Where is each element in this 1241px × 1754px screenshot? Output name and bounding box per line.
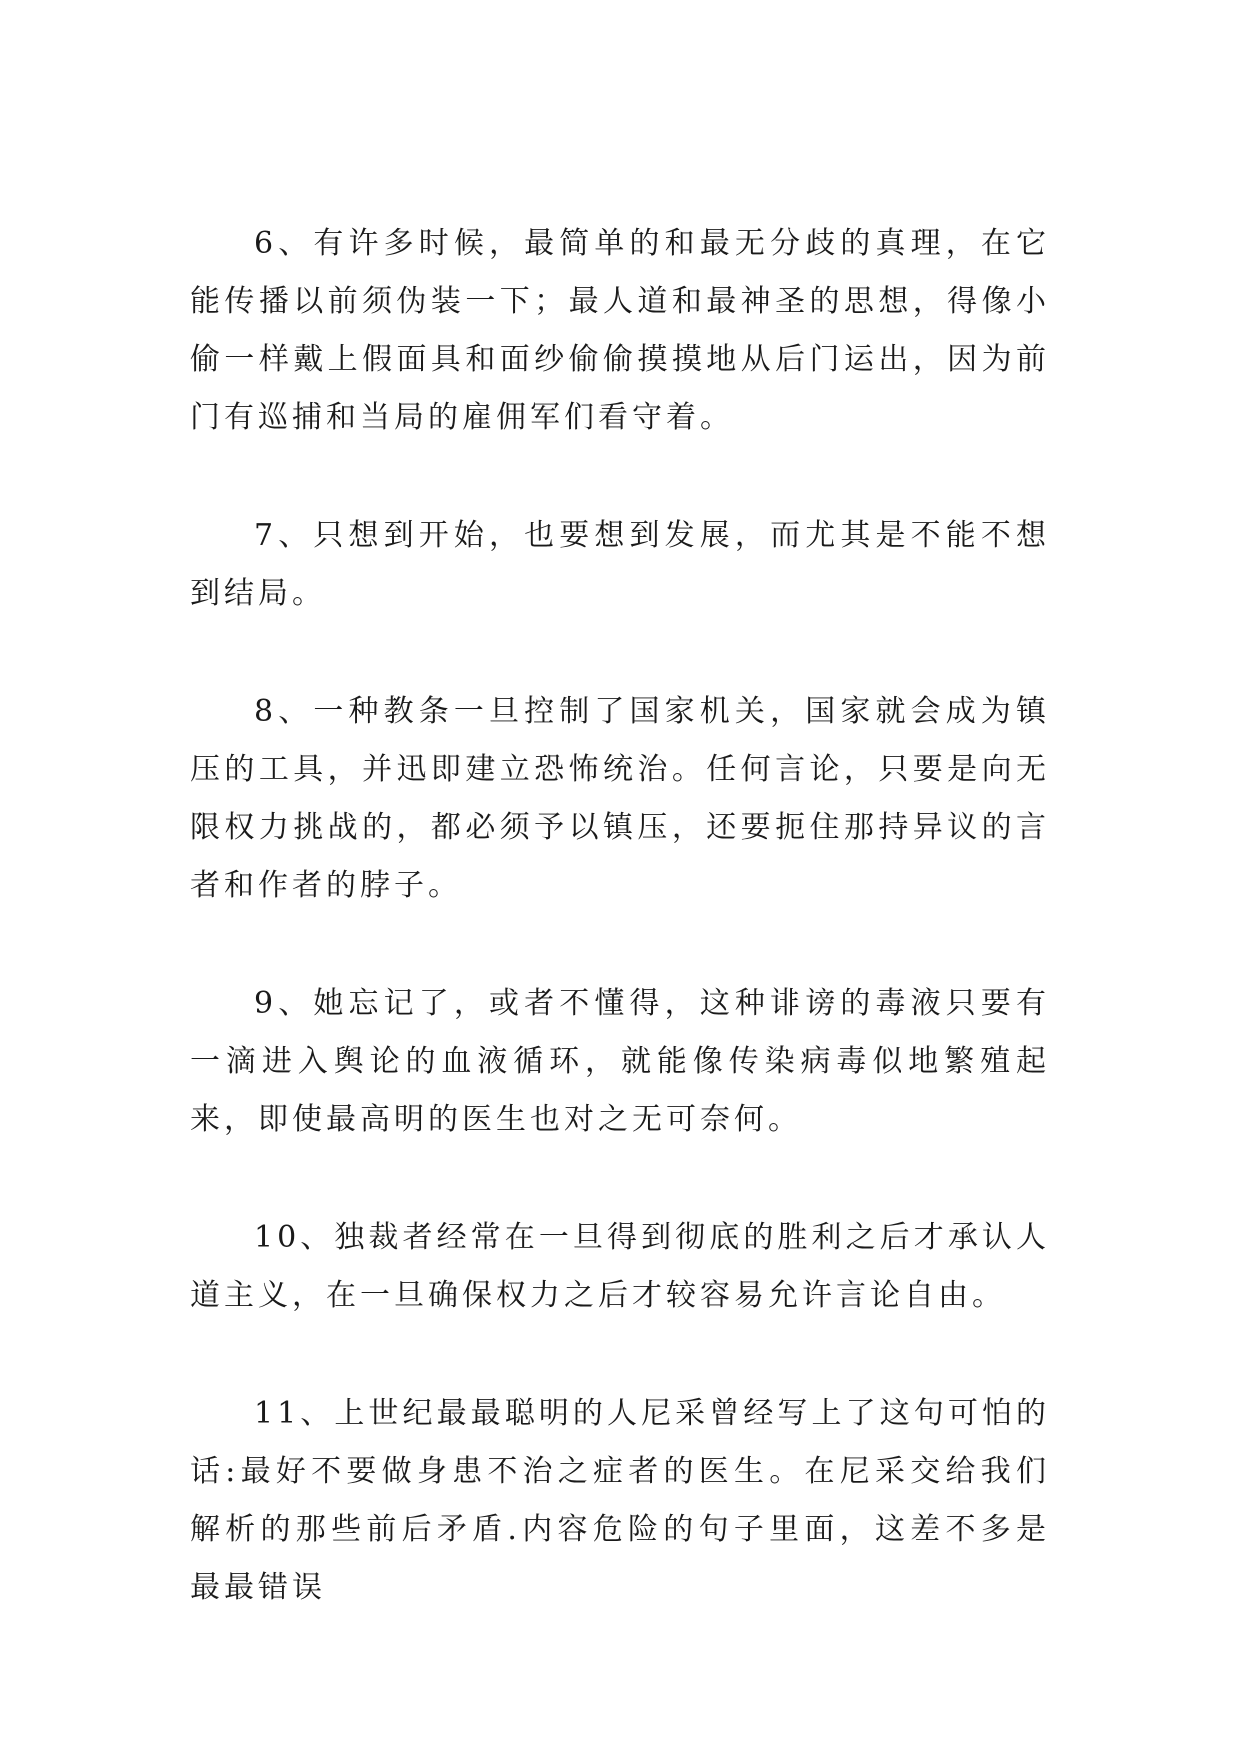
document-body bbox=[190, 215, 1050, 1677]
paragraph-11: 11、上世纪最最聪明的人尼采曾经写上了这句可怕的话:最好不要做身患不治之症者的医生。在尼采交给我们解析的那些前后矛盾.内容危险的句子里面，这差不多是最最错误 bbox=[190, 1396, 1050, 1605]
paragraph-10: 10、独裁者经常在一旦得到彻底的胜利之后才承认人道主义，在一旦确保权力之后才较容易允许言论自由。 bbox=[190, 1220, 1050, 1313]
paragraph-9: 9、她忘记了，或者不懂得，这种诽谤的毒液只要有一滴进入舆论的血液循环，就能像传染病毒似地繁殖起来，即使最高明的医生也对之无可奈何。 bbox=[190, 986, 1050, 1137]
paragraph-6: 6、有许多时候，最简单的和最无分歧的真理，在它能传播以前须伪装一下；最人道和最神圣的思想，得像小偷一样戴上假面具和面纱偷偷摸摸地从后门运出，因为前门有巡捕和当局的雇佣军们看守着。 bbox=[190, 226, 1050, 435]
paragraph-8: 8、一种教条一旦控制了国家机关，国家就会成为镇压的工具，并迅即建立恐怖统治。任何言论，只要是向无限权力挑战的，都必须予以镇压，还要扼住那持异议的言者和作者的脖子。 bbox=[190, 694, 1050, 903]
paragraph-7: 7、只想到开始，也要想到发展，而尤其是不能不想到结局。 bbox=[190, 518, 1050, 611]
